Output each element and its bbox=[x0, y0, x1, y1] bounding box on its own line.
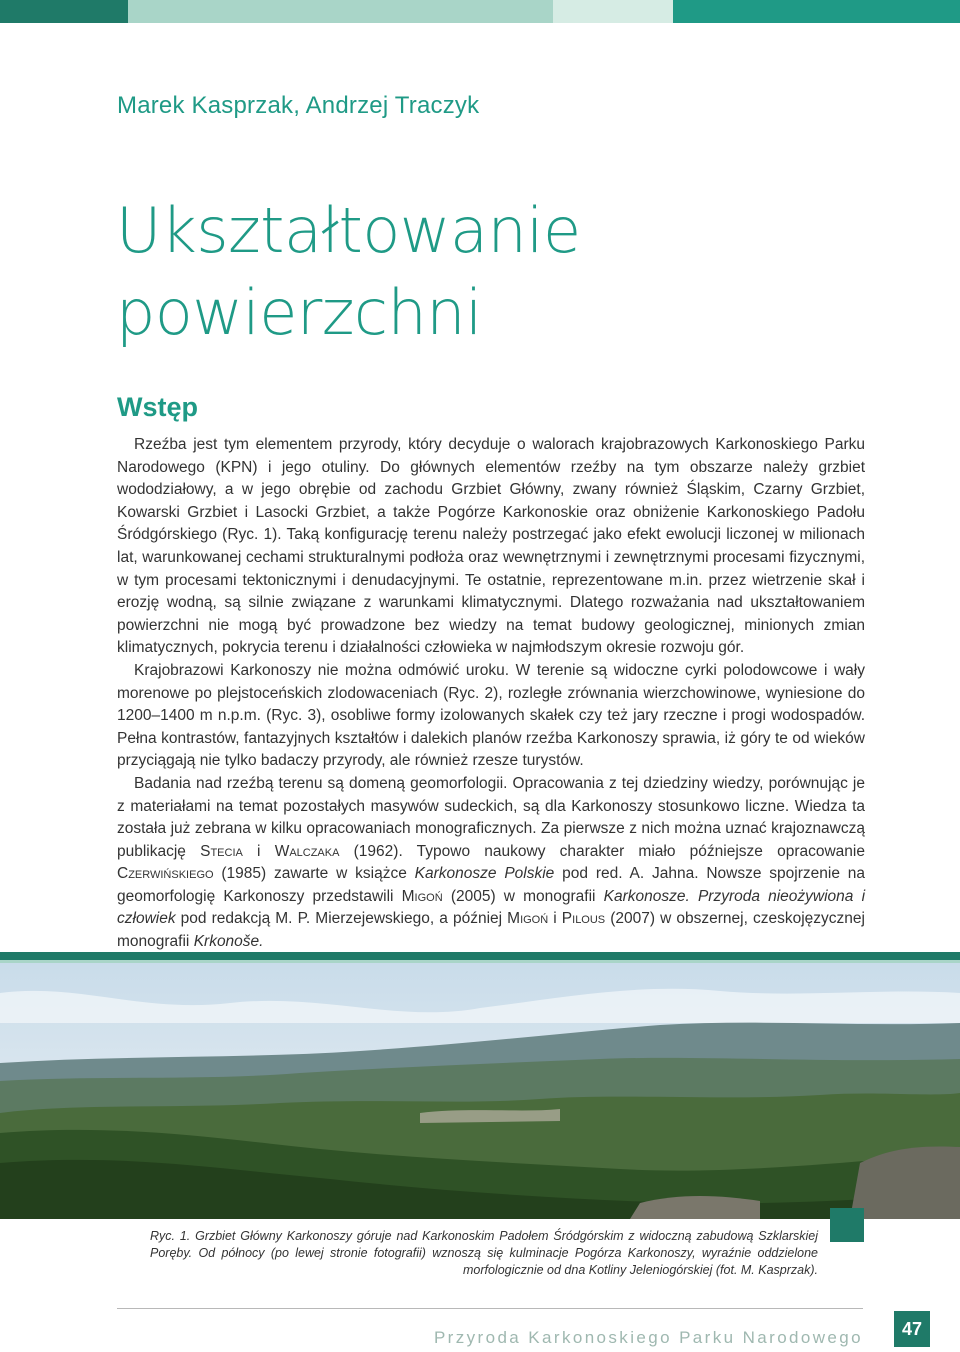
body-text bbox=[117, 434, 865, 954]
author-name: Czerwińskiego bbox=[117, 865, 214, 883]
paragraph-2: Krajobrazowi Karkonoszy nie można odmówić uroku. W terenie są widoczne cyrki polodowcowe i wały morenowe po plejstoceńskich zlodowaceniach (Ryc. 2), rozległe zrównania wierzchowinowe, wyniesione do 1200–1400 m n.p.m. (Ryc. 3), osobliwe formy izolowanych skałek czy też jary rzeczne i progi wodospadów. Pełna kontrastów, fantazyjnych kształtów i dalekich planów rzeźba Karkonoszy sprawia, iż góry te od wieków przyciągają nie tylko badaczy przyrody, ale również rzesze turystów. bbox=[117, 661, 865, 770]
book-title: Karkonosze Polskie bbox=[414, 865, 555, 883]
paragraph-3-text: (1985) zawarte w książce bbox=[213, 865, 415, 883]
page-number: 47 bbox=[894, 1311, 930, 1347]
photo-top-strip bbox=[0, 952, 960, 963]
paragraph-3-text: (2007) w obszernej, czeskojęzycznej monografii bbox=[117, 910, 865, 951]
top-bar-segment-accent bbox=[673, 0, 960, 23]
authors: Marek Kasprzak, Andrzej Traczyk bbox=[117, 92, 480, 119]
author-name: Stecia bbox=[200, 842, 243, 860]
paragraph-3-text: (1962). Typowo naukowy charakter miało późniejsze opracowanie bbox=[339, 842, 865, 860]
paragraph-3-text: Badania nad rzeźbą terenu są domeną geomorfologii. Opracowania z tej dziedziny wiedzy, porównując je z materiałami na temat pozostałych masywów sudeckich, są dla Karkonoszy stosunkowo liczne. Wiedza ta została już zebrana w kilku opracowaniach monograficznych. Za pierwsze z nich można uznać krajoznawczą publikację bbox=[117, 774, 865, 860]
chapter-title-line-2: powierzchni bbox=[116, 276, 482, 349]
top-bar-segment-dark bbox=[0, 0, 128, 23]
paragraph-3-text: pod redakcją M. P. Mierzejewskiego, a później bbox=[175, 910, 508, 928]
author-name: Pilous bbox=[561, 910, 606, 928]
top-color-bar bbox=[0, 0, 960, 23]
figure-caption: Ryc. 1. Grzbiet Główny Karkonoszy góruje nad Karkonoskim Padołem Śródgórskim z widoczną zabudową Szklarskiej Poręby. Od północy (po lewej stronie fotografii) wznoszą się kulminacje Pogórza Karkonoszy, wyraźnie oddzielone morfologicznie od dna Kotliny Jeleniogórskiej (fot. M. Kasprzak). bbox=[150, 1229, 818, 1277]
paragraph-1: Rzeźba jest tym elementem przyrody, który decyduje o walorach krajobrazowych Karkonoskiego Parku Narodowego (KPN) i jego otuliny. Do głównych elementów rzeźby na tym obszarze należy grzbiet wododziałowy, a w jego obrębie od zachodu Grzbiet Główny, zwany również Śląskim, Czarny Grzbiet, Kowarski Grzbiet i Lasocki Grzbiet, a także Pogórze Karkonoskie oraz obniżenie Karkonoskiego Padołu Śródgórskiego (Ryc. 1). Taką konfigurację terenu należy postrzegać jako efekt ewolucji liczonej w milionach lat, warunkowanej cechami strukturalnymi podłoża oraz wewnętrznymi i zewnętrznymi procesami fizycznymi, w tym procesami tektonicznymi i denudacyjnymi. Te ostatnie, reprezentowane m.in. przez wietrzenie skał i erozję wodną, są silnie związane z warunkami klimatycznymi. Dlatego rozważania nad ukształtowaniem powierzchni nie mogą być prowadzone bez wiedzy na temat budowy geologicznej, minionych zmian klimatycznych, pokrycia terenu i działalności człowieka w najmłodszym okresie rozwoju gór. bbox=[117, 436, 865, 657]
paragraph-3-text: (2005) w monografii bbox=[442, 887, 604, 905]
top-bar-segment-mid bbox=[128, 0, 553, 23]
book-title: Karkonosze. Przyroda nieożywiona i człowiek bbox=[117, 887, 866, 928]
paragraph-3 bbox=[117, 773, 865, 954]
author-name: Migoń bbox=[507, 910, 549, 928]
paragraph-3-text: i bbox=[242, 842, 275, 860]
top-bar-segment-light bbox=[553, 0, 673, 23]
author-name: Migoń bbox=[401, 887, 443, 905]
paragraph-3-text: pod red. A. Jahna. Nowsze spojrzenie na geomorfologię Karkonoszy przedstawili bbox=[117, 865, 866, 905]
paragraph-3-text: i bbox=[548, 910, 562, 928]
chapter-title bbox=[116, 190, 581, 354]
author-name: Walczaka bbox=[274, 842, 340, 860]
chapter-title-line-1: Ukształtowanie bbox=[116, 194, 581, 267]
landscape-photo bbox=[0, 963, 960, 1219]
book-title: Krkonoše. bbox=[193, 933, 264, 951]
journal-title: Przyroda Karkonoskiego Parku Narodowego bbox=[433, 1328, 863, 1347]
footer-rule bbox=[117, 1308, 863, 1309]
section-heading: Wstęp bbox=[117, 392, 198, 422]
caption-marker-square bbox=[830, 1208, 864, 1242]
